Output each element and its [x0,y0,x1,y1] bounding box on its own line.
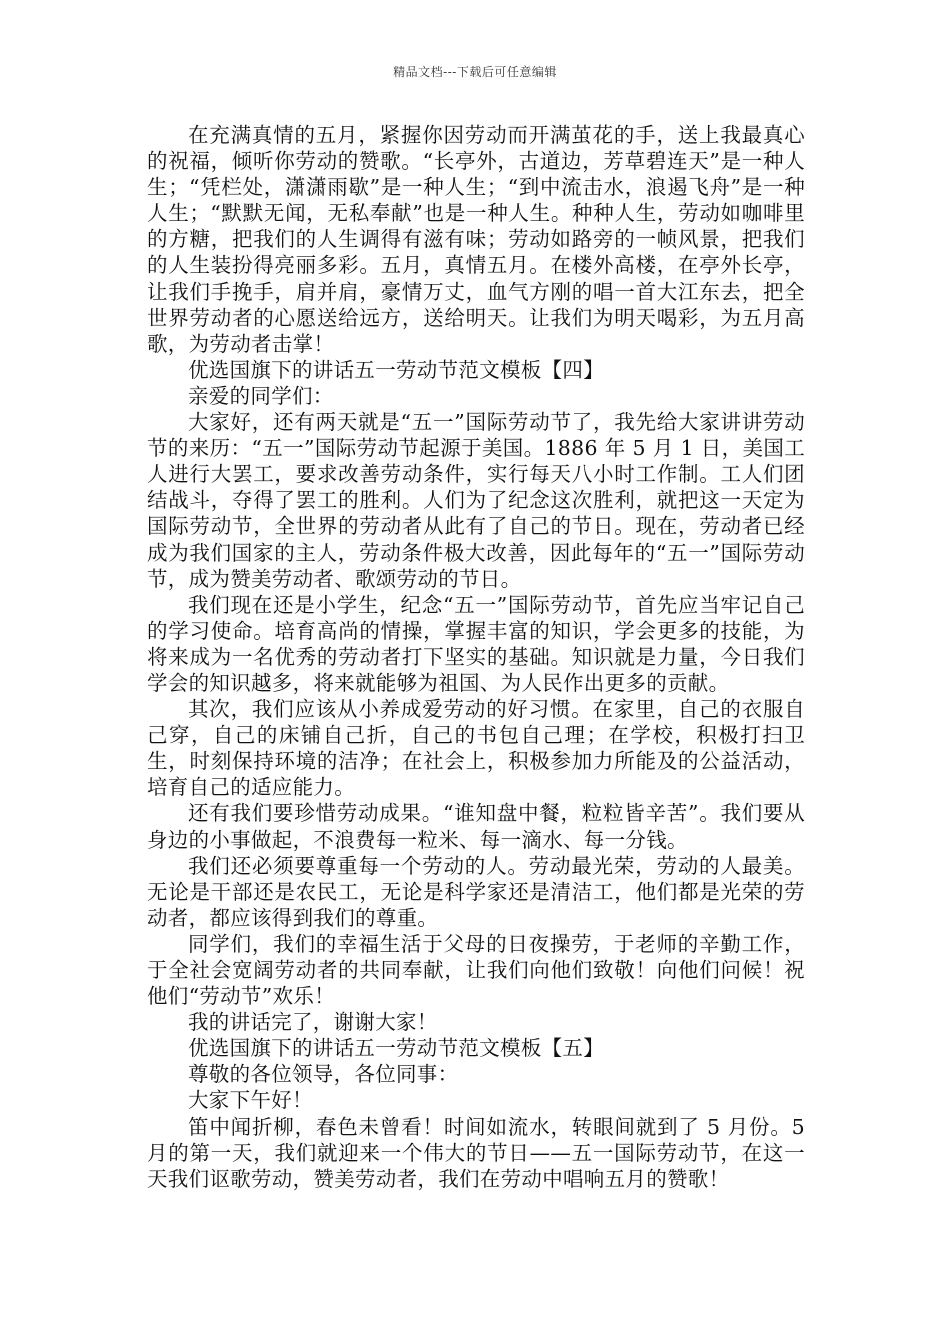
document-body [147,122,805,1192]
paragraph-intro: 在充满真情的五月，紧握你因劳动而开满茧花的手，送上我最真心的祝福，倾听你劳动的赞歌。“长亭外，古道边，芳草碧连天”是一种人生；“凭栏处，潇潇雨歇”是一种人生；“到中流击水，浪遏飞舟”是一种人生；“默默无闻，无私奉献”也是一种人生。种种人生，劳动如咖啡里的方糖，把我们的人生调得有滋有味；劳动如路旁的一帧风景，把我们的人生装扮得亮丽多彩。五月，真情五月。在楼外高楼，在亭外长亭，让我们手挽手，肩并肩，豪情万丈，血气方刚的唱一首大江东去，把全世界劳动者的心愿送给远方，送给明天。让我们为明天喝彩，为五月高歌，为劳动者击掌！ [147,123,805,356]
greeting-afternoon: 大家下午好！ [188,1088,313,1113]
section-title-five: 优选国旗下的讲话五一劳动节范文模板【五】 [188,1036,604,1061]
section-title-four: 优选国旗下的讲话五一劳动节范文模板【四】 [188,357,604,382]
page-header: 精品文档---下载后可任意编辑 [393,65,557,79]
salutation-students: 亲爱的同学们： [188,383,334,408]
paragraph-closing: 我的讲话完了，谢谢大家！ [188,1010,438,1035]
paragraph-may: 笛中闻折柳，春色未曾看！时间如流水，转眼间就到了 5 月份。5 月的第一天，我们就迎来一个伟大的节日——五一国际劳动节，在这一天我们讴歌劳动，赞美劳动者，我们在劳动中唱响五月的赞歌！ [147,1114,805,1191]
paragraph-gratitude: 同学们，我们的幸福生活于父母的日夜操劳，于老师的辛勤工作，于全社会宽阔劳动者的共同奉献，让我们向他们致敬！向他们问候！祝他们“劳动节”欢乐！ [147,931,805,1009]
paragraph-study: 我们现在还是小学生，纪念“五一”国际劳动节，首先应当牢记自己的学习使命。培育高尚的情操，掌握丰富的知识，学会更多的技能，为将来成为一名优秀的劳动者打下坚实的基础。知识就是力量，今日我们学会的知识越多，将来就能够为祖国、为人民作出更多的贡献。 [147,592,805,695]
paragraph-cherish: 还有我们要珍惜劳动成果。“谁知盘中餐，粒粒皆辛苦”。我们要从身边的小事做起，不浪费每一粒米、每一滴水、每一分钱。 [147,801,805,852]
paragraph-history: 大家好，还有两天就是“五一”国际劳动节了，我先给大家讲讲劳动节的来历：“五一”国际劳动节起源于美国。1886 年 5 月 1 日，美国工人进行大罢工，要求改善劳动条件，实行每天八小时工作制。工人们团结战斗，夺得了罢工的胜利。人们为了纪念这次胜利，就把这一天定为国际劳动节，全世界的劳动者从此有了自己的节日。现在，劳动者已经成为我们国家的主人，劳动条件极大改善，因此每年的“五一”国际劳动节，成为赞美劳动者、歌颂劳动的节日。 [147,410,805,591]
paragraph-habits: 其次，我们应该从小养成爱劳动的好习惯。在家里，自己的衣服自己穿，自己的床铺自己折，自己的书包自己理；在学校，积极打扫卫生，时刻保持环境的洁净；在社会上，积极参加力所能及的公益活动，培育自己的适应能力。 [147,697,805,800]
salutation-leaders: 尊敬的各位领导，各位同事： [188,1062,459,1087]
paragraph-respect: 我们还必须要尊重每一个劳动的人。劳动最光荣，劳动的人最美。无论是干部还是农民工，无论是科学家还是清洁工，他们都是光荣的劳动者，都应该得到我们的尊重。 [147,853,805,930]
